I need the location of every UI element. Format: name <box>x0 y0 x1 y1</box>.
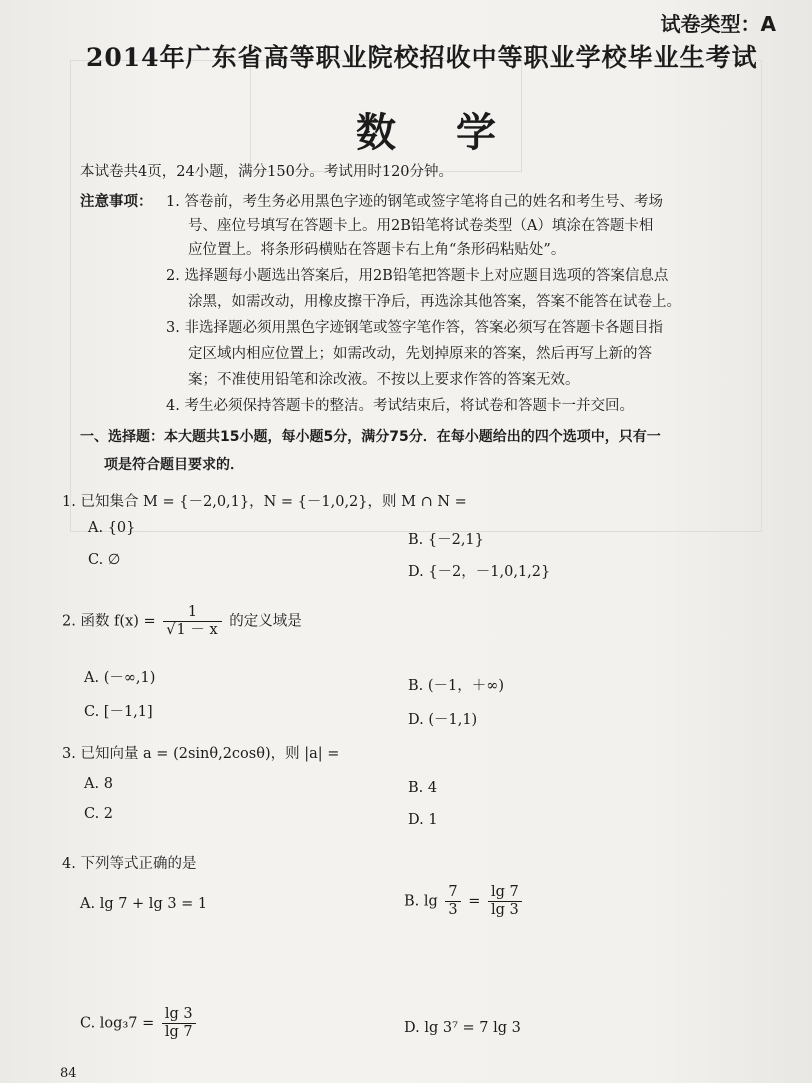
fraction-numerator: 7 <box>445 884 460 902</box>
section-1-heading: 一、选择题：本大题共15小题，每小题5分，满分75分．在每小题给出的四个选项中，只有一 <box>80 429 661 445</box>
question-1-option-c: C. ∅ <box>88 552 121 568</box>
subject-title: 数学 <box>356 109 556 156</box>
question-4-option-b-equals: = <box>468 893 481 910</box>
question-4-stem: 4. 下列等式正确的是 <box>62 856 197 872</box>
paper-type-label: 试卷类型：A <box>660 12 776 36</box>
question-3-option-c: C. 2 <box>84 806 114 822</box>
notice-line-3: 应位置上。将条形码横贴在答题卡右上角“条形码粘贴处”。 <box>188 242 566 258</box>
question-3-option-b: B. 4 <box>408 780 438 796</box>
notice-line-2: 号、座位号填写在答题卡上。用2B铅笔将试卷类型（A）填涂在答题卡相 <box>188 218 654 234</box>
question-2-option-b: B. (－1，＋∞) <box>408 678 504 694</box>
question-4-option-b <box>404 884 525 919</box>
question-1-stem: 1. 已知集合 M = {－2,0,1}，N = {－1,0,2}，则 M ∩ N = <box>62 494 467 510</box>
question-1-option-d: D. {－2，－1,0,1,2} <box>408 564 551 580</box>
question-4-option-c-fraction <box>162 1006 196 1041</box>
exam-summary: 本试卷共4页，24小题，满分150分。考试用时120分钟。 <box>80 164 454 180</box>
question-2-radicand: 1 － x <box>176 622 218 638</box>
question-2-option-d: D. (－1,1) <box>408 712 478 728</box>
question-4-option-d: D. lg 3⁷ = 7 lg 3 <box>404 1020 521 1036</box>
notice-line-1: 1. 答卷前，考生务必用黑色字迹的钢笔或签字笔将自己的姓名和考生号、考场 <box>166 194 663 210</box>
fraction-denominator: lg 7 <box>164 1024 193 1040</box>
question-3-option-a: A. 8 <box>84 776 113 792</box>
fraction-numerator: lg 3 <box>162 1006 196 1024</box>
question-4-option-b-fraction-2 <box>488 884 522 919</box>
question-2-fraction-num: 1 <box>163 604 221 622</box>
question-2-stem <box>62 604 302 639</box>
fraction-denominator: lg 3 <box>491 902 519 918</box>
notice-line-4: 2. 选择题每小题选出答案后，用2B铅笔把答题卡上对应题目选项的答案信息点 <box>166 268 669 284</box>
question-4-option-b-prefix: B. lg <box>404 893 438 910</box>
exam-title: 2014年广东省高等职业院校招收中等职业学校毕业生考试 <box>86 43 758 72</box>
fraction-denominator: 3 <box>448 902 458 918</box>
fraction-numerator: lg 7 <box>488 884 522 902</box>
question-4-option-c-prefix: C. log₃7 = <box>80 1015 155 1032</box>
question-3-stem: 3. 已知向量 a = (2sinθ,2cosθ)，则 |a| = <box>62 746 340 762</box>
question-2-fraction-den: √1 － x <box>166 622 218 638</box>
question-2-stem-prefix: 2. 函数 f(x) = <box>62 613 156 630</box>
question-2-option-a: A. (－∞,1) <box>84 670 156 686</box>
question-4-option-a: A. lg 7 + lg 3 = 1 <box>80 896 208 912</box>
question-2-fraction <box>163 604 221 639</box>
question-3-option-d: D. 1 <box>408 812 438 828</box>
page-number: 84 <box>60 1066 77 1081</box>
notice-line-7: 定区域内相应位置上；如需改动，先划掉原来的答案，然后再写上新的答 <box>188 346 652 362</box>
question-4-option-b-fraction-1 <box>445 884 460 919</box>
question-1-option-b: B. {－2,1} <box>408 532 484 548</box>
section-1-heading-cont: 项是符合题目要求的． <box>104 457 244 473</box>
question-4-option-c <box>80 1006 199 1041</box>
notice-line-9: 4. 考生必须保持答题卡的整洁。考试结束后，将试卷和答题卡一并交回。 <box>166 398 634 414</box>
question-2-stem-suffix: 的定义域是 <box>229 613 302 630</box>
question-2-option-c: C. [－1,1] <box>84 704 153 720</box>
notice-label: 注意事项： <box>80 193 153 210</box>
notice-line-5: 涂黑，如需改动，用橡皮擦干净后，再选涂其他答案，答案不能答在试卷上。 <box>188 294 681 310</box>
notice-line-8: 案；不准使用铅笔和涂改液。不按以上要求作答的答案无效。 <box>188 372 580 388</box>
question-1-option-a: A. {0} <box>88 520 136 536</box>
notice-line-6: 3. 非选择题必须用黑色字迹钢笔或签字笔作答，答案必须写在答题卡各题目指 <box>166 320 663 336</box>
